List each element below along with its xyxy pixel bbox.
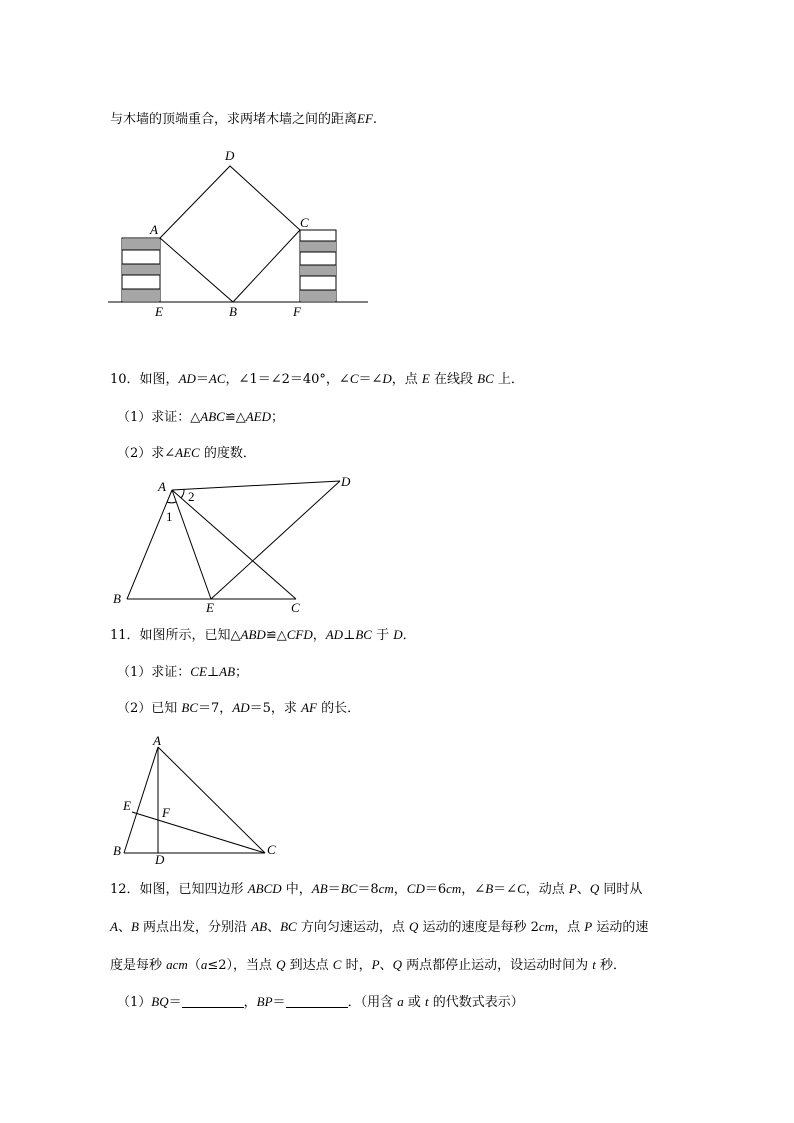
label-C: C	[291, 600, 300, 615]
label-angle-1: 1	[166, 509, 173, 524]
label-C: C	[300, 215, 309, 230]
label-D: D	[155, 852, 165, 867]
label-F: F	[293, 304, 301, 319]
label-A: A	[150, 222, 158, 237]
label-E: E	[206, 600, 214, 615]
label-B: B	[113, 591, 121, 606]
q11-part2: （2）已知 BC＝7，AD＝5，求 AF 的长．	[117, 700, 361, 716]
q12-line2: A、B 两点出发，分别沿 AB、BC 方向匀速运动，点 Q 运动的速度是每秒 2cm，点 P 运动的速	[110, 919, 649, 935]
label-B: B	[113, 843, 121, 858]
label-angle-2: 2	[188, 489, 195, 504]
label-D: D	[225, 148, 235, 163]
q10-stem: 10．如图，AD＝AC，∠1＝∠2＝40°，∠C＝∠D，点 E 在线段 BC 上．	[110, 371, 524, 387]
label-D: D	[341, 474, 351, 489]
label-A: A	[158, 479, 166, 494]
answer-blank-BP[interactable]	[286, 993, 348, 1008]
q10-part2: （2）求∠AEC 的度数．	[117, 445, 256, 461]
label-B: B	[229, 304, 237, 319]
q10-part1: （1）求证：△ABC≌△AED；	[117, 409, 285, 425]
q12-part1: （1）BQ＝ ，BP＝ ．（用含 a 或 t 的代数式表示）	[117, 994, 524, 1010]
label-C: C	[267, 842, 276, 857]
q12-line3: 度是每秒 acm（a≤2），当点 Q 到达点 C 时，P、Q 两点都停止运动，设运动时间为 t 秒．	[110, 957, 626, 973]
answer-blank-BQ[interactable]	[182, 993, 244, 1008]
q11-part1: （1）求证：CE⊥AB；	[117, 664, 249, 680]
q12-line1: 12．如图，已知四边形 ABCD 中，AB＝BC＝8cm，CD＝6cm，∠B＝∠C，动点 P、Q 同时从	[110, 881, 643, 897]
label-E: E	[155, 304, 163, 319]
label-F: F	[162, 805, 170, 820]
label-A: A	[153, 733, 161, 748]
q9-tail-line: 与木墙的顶端重合，求两堵木墙之间的距离EF.	[110, 111, 378, 127]
label-E: E	[123, 798, 131, 813]
q11-stem: 11．如图所示，已知△ABD≌△CFD，AD⊥BC 于 D．	[110, 627, 416, 643]
